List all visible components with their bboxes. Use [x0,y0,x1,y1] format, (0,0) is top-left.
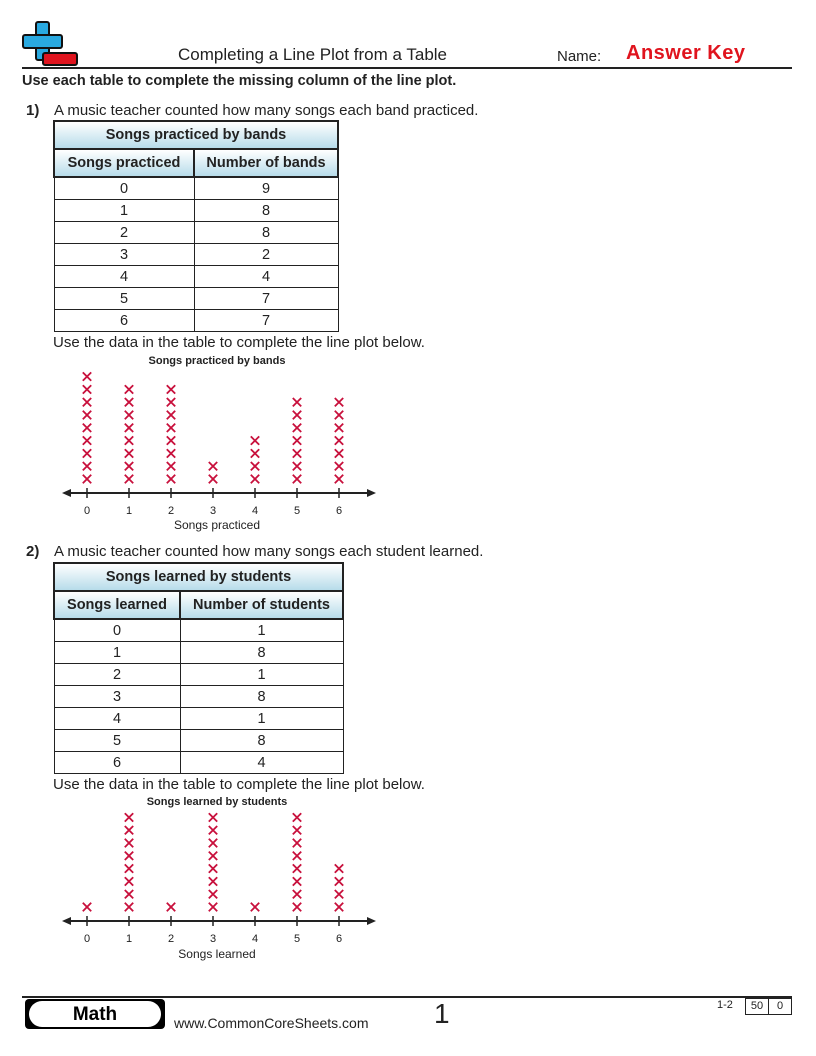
tick-label: 6 [335,505,343,517]
footer-divider [22,996,792,998]
table-cell: 4 [54,266,194,288]
x-marker [293,852,301,860]
x-marker [125,903,133,911]
tick-label: 2 [167,933,175,945]
table-cell: 8 [194,200,338,222]
column-header: Songs practiced [54,149,194,177]
table-cell: 2 [194,244,338,266]
tick-label: 1 [125,933,133,945]
table-cell: 6 [54,752,180,774]
page-number: 1 [434,998,450,1029]
x-marker [251,903,259,911]
x-marker [125,877,133,885]
x-marker [83,903,91,911]
x-marker [125,839,133,847]
x-marker [293,864,301,872]
table-cell: 1 [180,708,343,730]
table-cell: 8 [180,730,343,752]
plot-1-title: Songs practiced by bands [148,355,286,367]
table-cell: 8 [180,642,343,664]
tick-label: 4 [251,933,259,945]
tick-label: 3 [209,505,217,517]
x-marker [293,890,301,898]
plot-2-title: Songs learned by students [146,796,288,808]
tick-label: 5 [293,933,301,945]
score-box: 50 [745,998,769,1015]
subject-label: Math [29,1001,161,1027]
table-cell: 9 [194,177,338,200]
x-marker [293,813,301,821]
x-marker [209,890,217,898]
worksheet-code: 1-2 [717,999,733,1011]
table-cell: 7 [194,288,338,310]
worksheet-title: Completing a Line Plot from a Table [178,45,448,64]
x-marker [209,839,217,847]
x-marker [335,864,343,872]
x-marker [293,839,301,847]
table-cell: 1 [180,619,343,642]
table-cell: 7 [194,310,338,332]
table-cell: 8 [180,686,343,708]
column-header: Songs learned [54,591,180,619]
x-marker [335,877,343,885]
x-marker [125,826,133,834]
tick-label: 2 [167,505,175,517]
x-marker [125,813,133,821]
table-cell: 4 [194,266,338,288]
table-cell: 3 [54,244,194,266]
table-cell: 4 [54,708,180,730]
table-cell: 1 [54,642,180,664]
x-marker [293,903,301,911]
table-cell: 6 [54,310,194,332]
x-marker [209,864,217,872]
x-marker [293,826,301,834]
x-marker [167,903,175,911]
x-marker [209,813,217,821]
answer-key-label: Answer Key [626,42,746,64]
score-box: 0 [768,998,792,1015]
x-marker [209,903,217,911]
table-cell: 2 [54,222,194,244]
table-cell: 5 [54,288,194,310]
plot-2-xlabel: Songs learned [178,947,256,961]
site-url[interactable]: www.CommonCoreSheets.com [174,1015,369,1031]
tick-label: 0 [83,933,91,945]
x-marker [125,864,133,872]
instructions: Use each table to complete the missing column of the line plot. [22,73,457,89]
table-cell: 5 [54,730,180,752]
arrow-left-icon [62,917,71,925]
tick-label: 5 [293,505,301,517]
table-cell: 1 [180,664,343,686]
table-cell: 4 [180,752,343,774]
problem-2-prompt: A music teacher counted how many songs each student learned. [54,543,484,560]
x-marker [209,877,217,885]
x-marker [125,890,133,898]
table-cell: 1 [54,200,194,222]
x-marker [209,826,217,834]
x-marker [125,852,133,860]
problem-2-directions: Use the data in the table to complete the line plot below. [53,776,425,793]
x-marker [335,890,343,898]
table-cell: 0 [54,177,194,200]
table-cell: 3 [54,686,180,708]
table-title: Songs learned by students [54,563,343,591]
x-marker [293,877,301,885]
column-header: Number of bands [194,149,338,177]
problem-1-prompt: A music teacher counted how many songs each band practiced. [54,102,479,119]
tick-label: 4 [251,505,259,517]
arrow-right-icon [367,917,376,925]
table-cell: 8 [194,222,338,244]
x-marker [209,852,217,860]
problem-1-directions: Use the data in the table to complete the line plot below. [53,334,425,351]
table-cell: 2 [54,664,180,686]
tick-label: 1 [125,505,133,517]
tick-label: 6 [335,933,343,945]
table-cell: 0 [54,619,180,642]
problem-2-number: 2) [26,543,40,560]
problem-1-number: 1) [26,102,40,119]
name-label: Name: [557,48,602,65]
tick-label: 0 [83,505,91,517]
tick-label: 3 [209,933,217,945]
x-marker [335,903,343,911]
plot-1-xlabel: Songs practiced [173,518,261,532]
table-title: Songs practiced by bands [54,121,338,149]
column-header: Number of students [180,591,343,619]
